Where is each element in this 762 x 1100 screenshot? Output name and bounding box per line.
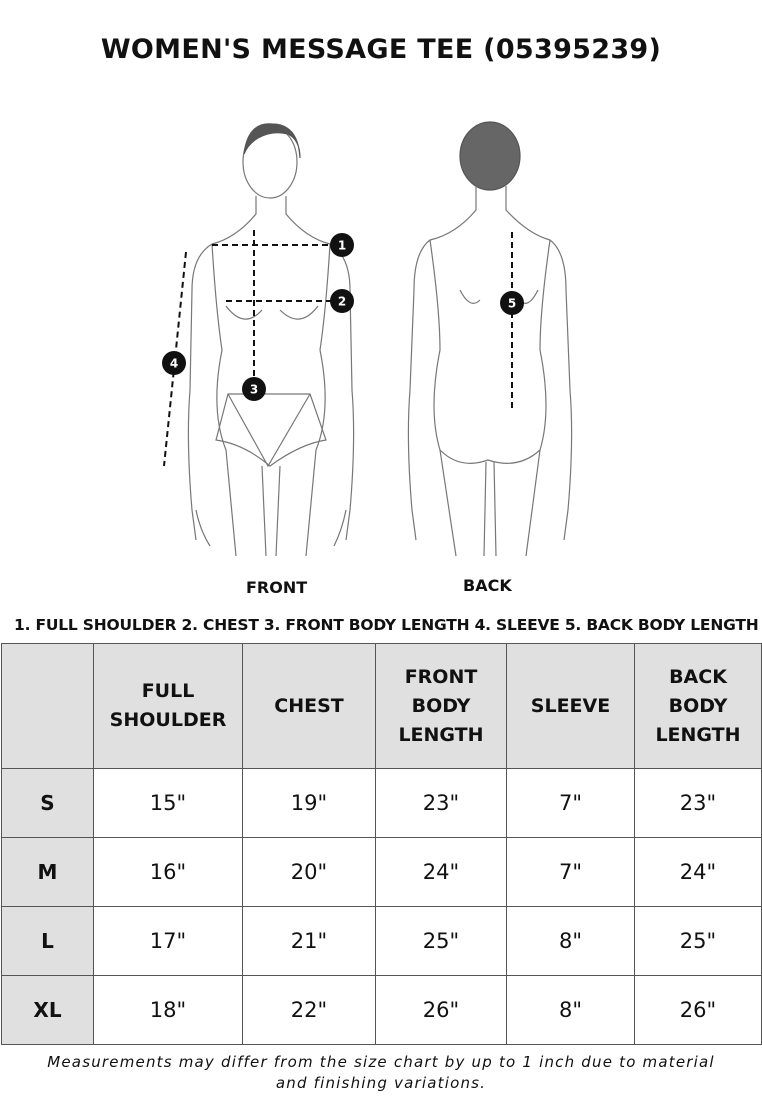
table-cell: 19": [243, 769, 376, 838]
measurement-legend: 1. FULL SHOULDER 2. CHEST 3. FRONT BODY LENGTH 4. SLEEVE 5. BACK BODY LENGTH: [14, 616, 759, 634]
table-cell: 24": [376, 838, 507, 907]
marker-2: [330, 289, 354, 313]
table-row: [2, 838, 762, 907]
table-header-row: [2, 644, 762, 769]
table-row: [2, 907, 762, 976]
table-cell: 25": [635, 907, 762, 976]
table-cell: 24": [635, 838, 762, 907]
table-cell: 26": [635, 976, 762, 1045]
column-header: BACK BODY LENGTH: [635, 644, 762, 769]
size-label: M: [2, 838, 94, 907]
front-label: FRONT: [246, 578, 308, 597]
measurement-figure: [0, 110, 762, 597]
table-corner-cell: [2, 644, 94, 769]
table-cell: 18": [94, 976, 243, 1045]
table-cell: 22": [243, 976, 376, 1045]
back-figure: [408, 122, 571, 556]
measurement-disclaimer: [0, 1052, 762, 1094]
column-header: CHEST: [243, 644, 376, 769]
column-header: SLEEVE: [507, 644, 635, 769]
svg-text:4: 4: [169, 356, 179, 371]
marker-5: [500, 291, 524, 315]
svg-text:2: 2: [337, 294, 347, 309]
table-cell: 7": [507, 838, 635, 907]
size-label: XL: [2, 976, 94, 1045]
disclaimer-line-1: Measurements may differ from the size chart by up to 1 inch due to material: [47, 1053, 715, 1071]
table-cell: 17": [94, 907, 243, 976]
table-cell: 23": [635, 769, 762, 838]
table-cell: 20": [243, 838, 376, 907]
size-chart-table: [1, 643, 762, 1045]
column-header: FRONT BODY LENGTH: [376, 644, 507, 769]
table-cell: 15": [94, 769, 243, 838]
marker-1: [330, 233, 354, 257]
front-figure: [188, 124, 353, 556]
back-label: BACK: [463, 576, 512, 595]
marker-4: [162, 351, 186, 375]
svg-text:3: 3: [249, 382, 259, 397]
table-cell: 8": [507, 907, 635, 976]
body-diagram: [0, 110, 762, 580]
size-label: L: [2, 907, 94, 976]
disclaimer-line-2: and finishing variations.: [275, 1074, 487, 1092]
size-label: S: [2, 769, 94, 838]
marker-3: [242, 377, 266, 401]
table-row: [2, 769, 762, 838]
page-title: WOMEN'S MESSAGE TEE (05395239): [100, 34, 662, 65]
table-row: [2, 976, 762, 1045]
table-cell: 8": [507, 976, 635, 1045]
table-cell: 23": [376, 769, 507, 838]
table-cell: 16": [94, 838, 243, 907]
table-cell: 25": [376, 907, 507, 976]
table-cell: 21": [243, 907, 376, 976]
table-cell: 26": [376, 976, 507, 1045]
measurement-lines: [164, 230, 512, 466]
table-cell: 7": [507, 769, 635, 838]
svg-text:1: 1: [337, 238, 347, 253]
svg-text:5: 5: [507, 296, 517, 311]
column-header: FULL SHOULDER: [94, 644, 243, 769]
